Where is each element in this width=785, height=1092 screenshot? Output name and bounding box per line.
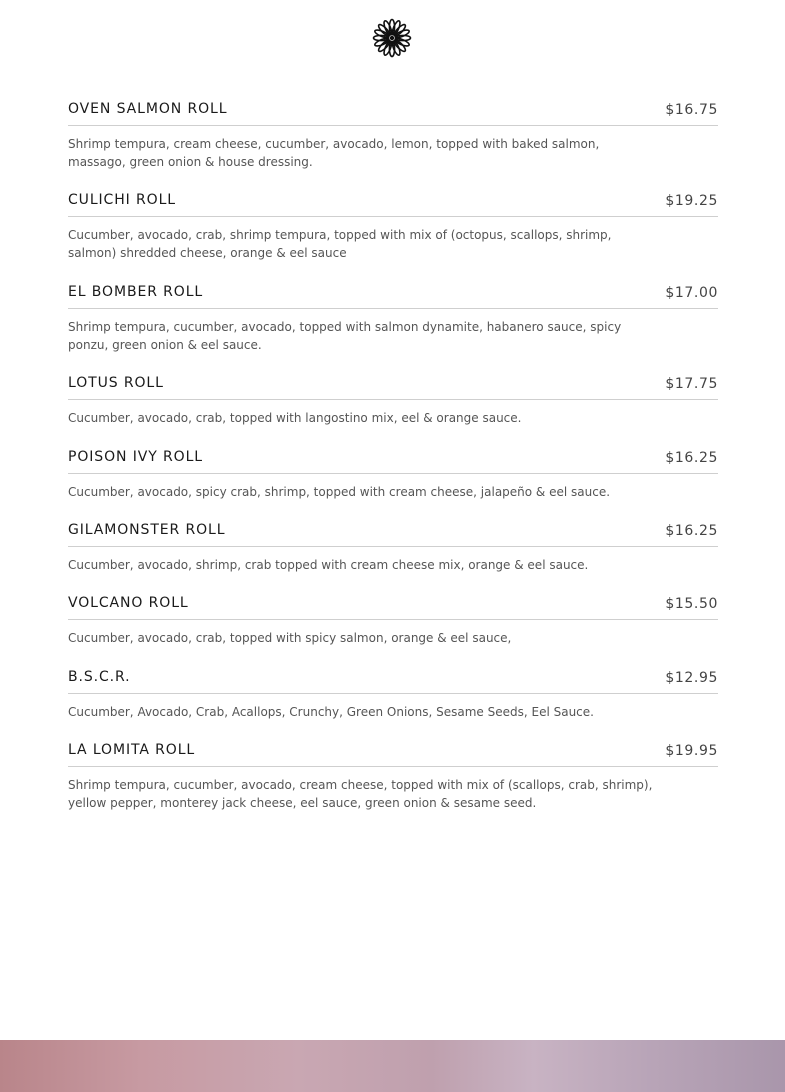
menu-item-description: Cucumber, avocado, spicy crab, shrimp, topped with cream cheese, jalapeño & eel sauce. bbox=[68, 485, 611, 499]
flower-mandala-icon bbox=[372, 18, 412, 58]
menu-item bbox=[68, 517, 718, 574]
menu-item-description: Shrimp tempura, cucumber, avocado, cream cheese, topped with mix of (scallops, crab, shrimp), yellow pepper, monterey jack cheese, eel sauce, green onion & sesame seed. bbox=[68, 778, 653, 810]
menu-item-description: Cucumber, avocado, shrimp, crab topped with cream cheese mix, orange & eel sauce. bbox=[68, 558, 589, 572]
menu-item-price: $16.25 bbox=[665, 450, 718, 466]
menu-item-price: $17.00 bbox=[665, 285, 718, 301]
menu-item bbox=[68, 370, 718, 427]
menu-item-name: B.S.C.R. bbox=[68, 669, 131, 685]
menu-item-header bbox=[68, 370, 718, 400]
menu-item-price: $19.25 bbox=[665, 193, 718, 209]
menu-item-price: $16.25 bbox=[665, 523, 718, 539]
menu-item-description: Cucumber, avocado, crab, shrimp tempura, topped with mix of (octopus, scallops, shrimp, salmon) shredded cheese, orange & eel sauce bbox=[68, 228, 612, 260]
menu-item-name: LOTUS ROLL bbox=[68, 375, 164, 391]
menu-item-name: GILAMONSTER ROLL bbox=[68, 522, 226, 538]
menu-item-price: $15.50 bbox=[665, 596, 718, 612]
menu-item-header bbox=[68, 590, 718, 620]
menu-item-name: VOLCANO ROLL bbox=[68, 595, 189, 611]
menu-item bbox=[68, 664, 718, 721]
menu-item bbox=[68, 279, 718, 354]
menu-item-price: $17.75 bbox=[665, 376, 718, 392]
menu-item-name: CULICHI ROLL bbox=[68, 192, 176, 208]
menu-item-header bbox=[68, 187, 718, 217]
menu-item-name: LA LOMITA ROLL bbox=[68, 742, 196, 758]
menu-item-header bbox=[68, 96, 718, 126]
menu-item-description: Cucumber, avocado, crab, topped with langostino mix, eel & orange sauce. bbox=[68, 411, 522, 425]
menu-item-name: OVEN SALMON ROLL bbox=[68, 101, 228, 117]
menu-item-price: $16.75 bbox=[665, 102, 718, 118]
menu-item bbox=[68, 187, 718, 262]
menu-item-description: Cucumber, Avocado, Crab, Acallops, Crunchy, Green Onions, Sesame Seeds, Eel Sauce. bbox=[68, 705, 594, 719]
menu-item-price: $19.95 bbox=[665, 743, 718, 759]
menu-item-price: $12.95 bbox=[665, 670, 718, 686]
menu-item bbox=[68, 737, 718, 812]
menu-item bbox=[68, 444, 718, 501]
menu-item bbox=[68, 590, 718, 647]
menu-item-header bbox=[68, 444, 718, 474]
menu-item-header bbox=[68, 279, 718, 309]
menu-item-name: POISON IVY ROLL bbox=[68, 449, 203, 465]
menu-item-description: Cucumber, avocado, crab, topped with spicy salmon, orange & eel sauce, bbox=[68, 631, 512, 645]
menu-item-name: EL BOMBER ROLL bbox=[68, 284, 204, 300]
menu-item-header bbox=[68, 664, 718, 694]
menu-item-header bbox=[68, 737, 718, 767]
menu-item-description: Shrimp tempura, cucumber, avocado, topped with salmon dynamite, habanero sauce, spicy ponzu, green onion & eel sauce. bbox=[68, 320, 622, 352]
footer-photo-band bbox=[0, 1040, 785, 1092]
menu-item-description: Shrimp tempura, cream cheese, cucumber, avocado, lemon, topped with baked salmon, massago, green onion & house dressing. bbox=[68, 137, 600, 169]
menu-item-header bbox=[68, 517, 718, 547]
menu-item bbox=[68, 96, 718, 171]
